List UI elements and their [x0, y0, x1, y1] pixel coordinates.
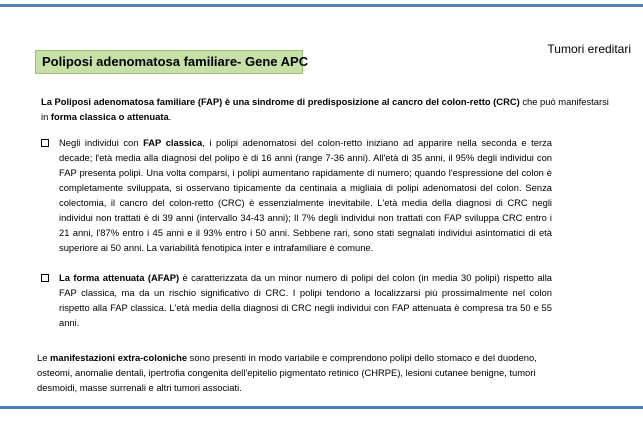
intro-end: .	[168, 111, 172, 122]
intro-lead: La Poliposi adenomatosa familiare (FAP) è una sindrome di predisposizione al cancro del colon-retto (CRC)	[41, 96, 520, 107]
top-divider	[0, 4, 643, 7]
bullet-post: , i polipi adenomatosi del colon-retto iniziano ad apparire nella seconda e terza decade; l'età media alla diagnosi del polipo è di 16 anni (range 7-36 anni). All'età di 35 anni, il 95% degli individui con FAP presenta polipi. Una volta comparsi, i polipi aumentano rapidamente di numero; quando l'espressione del colon è completamente sviluppata, si osservano tipicamente da centinaia a migliaia di polipi adenomatosi del colon. Senza colectomia, il cancro del colon-retto (CRC) è essenzialmente inevitabile. L'età media della diagnosi di CRC negli individui non trattati è di 39 anni (intervallo 34-43 anni); Il 7% degli individui non trattati con FAP sviluppa CRC entro i 21 anni, l'87% entro i 45 anni e il 93% entro i 50 anni. Sebbene rari, sono stati segnalati individui asintomatici di età superiore ai 50 anni. La variabilità fenotipica inter e intrafamiliare è comune.	[59, 137, 552, 253]
bottom-divider	[0, 406, 643, 409]
bullet-text	[59, 270, 552, 330]
extra-post: sono presenti in modo variabile e comprendono polipi dello stomaco e del duodeno, osteomi, anomalie dentali, ipertrofia congenita dell'epitelio pigmentato retinico (CHRPE), lesioni cutanee benigne, tumori desmoidi, masse surrenali e altri tumori associati.	[37, 352, 537, 393]
intro-forms: forma classica o attenuata	[50, 111, 169, 122]
extracolonic-paragraph	[37, 350, 557, 395]
intro-paragraph	[41, 94, 616, 124]
bullet-pre: Negli individui con	[59, 137, 144, 148]
bullet-bold: La forma attenuata (AFAP)	[59, 272, 180, 283]
section-label: Tumori ereditari	[547, 42, 631, 56]
bullet-bold: FAP classica	[143, 137, 203, 148]
intro-mid: che può manifestarsi in	[41, 96, 609, 122]
bullet-attenuated-fap	[41, 270, 552, 330]
bullet-classic-fap	[41, 135, 552, 255]
checkbox-bullet-icon	[41, 139, 49, 147]
extra-pre: Le	[37, 352, 51, 363]
page-title: Poliposi adenomatosa familiare- Gene APC	[35, 50, 303, 74]
bullet-post: è caratterizzata da un minor numero di polipi del colon (in media 30 polipi) rispetto alla FAP classica, ma da un rischio significativo di CRC. I polipi tendono a localizzarsi più prossimalmente nel colon rispetto alla FAP classica. L'età media della diagnosi di CRC negli individui con FAP attenuata è compresa tra 50 e 55 anni.	[59, 272, 552, 328]
extra-bold: manifestazioni extra-coloniche	[50, 352, 188, 363]
checkbox-bullet-icon	[41, 274, 49, 282]
bullet-text	[59, 135, 552, 255]
